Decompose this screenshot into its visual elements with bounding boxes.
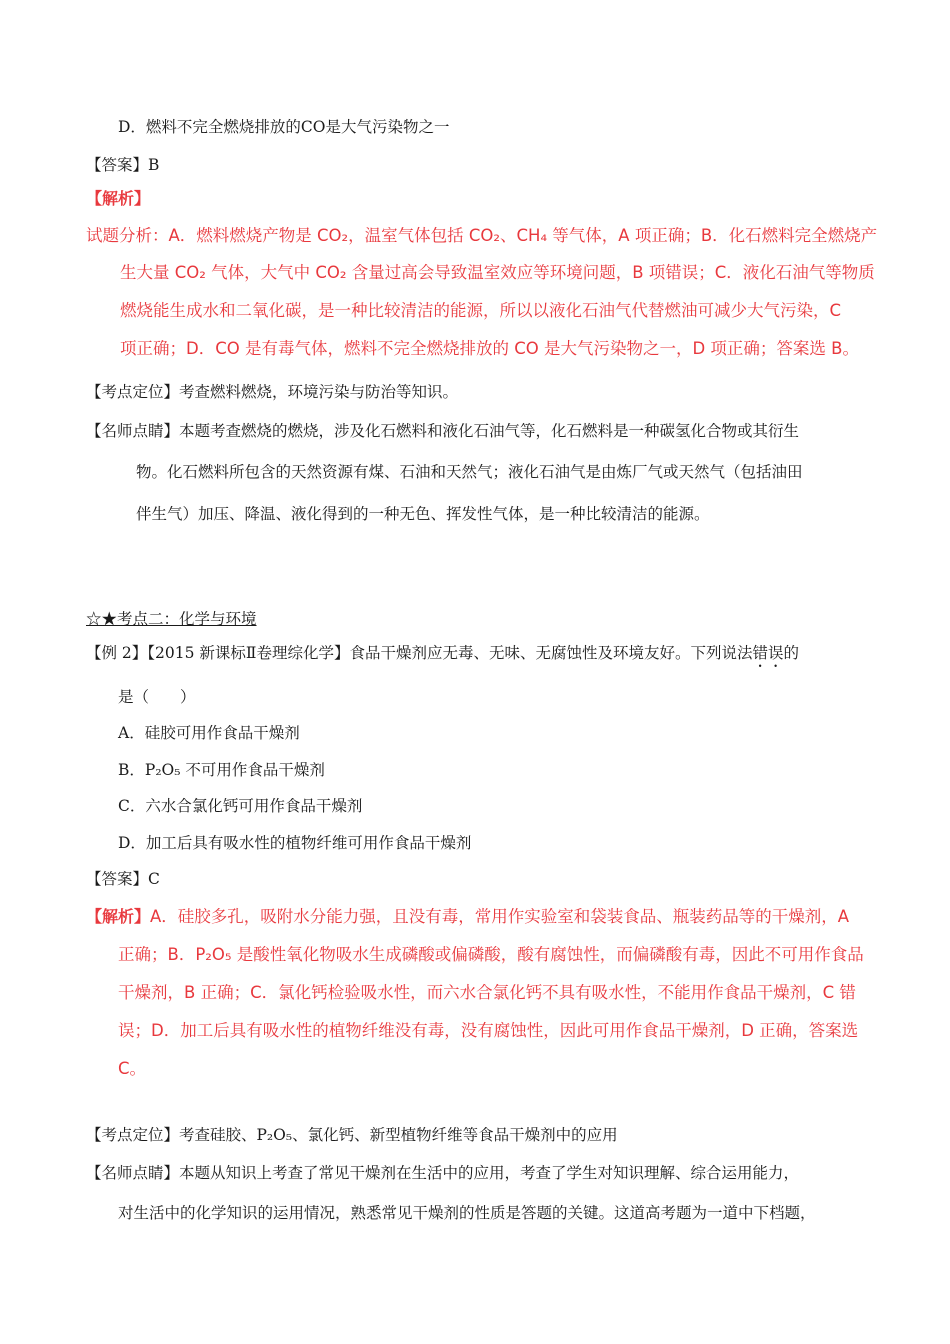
q1-analysis-line-4: 项正确；D．CO 是有毒气体，燃料不完全燃烧排放的 CO 是大气污染物之一，D 项正确；答案选 B。: [120, 339, 859, 358]
q2-analysis-line-1: [86, 906, 849, 928]
q1-mingshi-line-2: 物。化石燃料所包含的天然资源有煤、石油和天然气；液化石油气是由炼厂气或天然气（包括油田: [136, 463, 803, 481]
q1-analysis-line-3: 燃烧能生成水和二氧化碳，是一种比较清洁的能源，所以以液化石油气代替燃油可减少大气污染，C: [120, 301, 842, 320]
q2-analysis-first: A．硅胶多孔，吸附水分能力强，且没有毒，常用作实验室和袋装食品、瓶装药品等的干燥剂，A: [150, 907, 850, 926]
q2-analysis-label: 【解析】: [86, 907, 151, 926]
q2-option-d: D．加工后具有吸水性的植物纤维可用作食品干燥剂: [118, 834, 472, 852]
q2-analysis-line-2: 正确；B．P₂O₅ 是酸性氧化物吸水生成磷酸或偏磷酸，酸有腐蚀性，而偏磷酸有毒，因此不可用作食品: [118, 945, 864, 964]
q1-analysis-label: 【解析】: [86, 189, 151, 208]
q2-stem-pre: 【例 2】【2015 新课标Ⅱ卷理综化学】食品干燥剂应无毒、无味、无腐蚀性及环境友好。下列说法: [86, 644, 753, 662]
q1-analysis-line-2: 生大量 CO₂ 气体，大气中 CO₂ 含量过高会导致温室效应等环境问题，B 项错误；C．液化石油气等物质: [120, 263, 875, 282]
q2-analysis-line-3: 干燥剂，B 正确；C．氯化钙检验吸水性，而六水合氯化钙不具有吸水性，不能用作食品干燥剂，C 错: [118, 983, 856, 1002]
q2-option-a: A．硅胶可用作食品干燥剂: [118, 724, 300, 742]
q2-option-c: C．六水合氯化钙可用作食品干燥剂: [118, 797, 363, 815]
section-heading: ☆★考点二：化学与环境: [86, 610, 257, 628]
q1-mingshi-line-3: 伴生气）加压、降温、液化得到的一种无色、挥发性气体，是一种比较清洁的能源。: [136, 505, 710, 523]
q1-analysis-line-1: 试题分析：A．燃料燃烧产物是 CO₂，温室气体包括 CO₂、CH₄ 等气体，A 项正确；B．化石燃料完全燃烧产: [86, 226, 878, 245]
q2-answer: 【答案】C: [86, 870, 160, 888]
q2-analysis-line-4: 误；D．加工后具有吸水性的植物纤维没有毒，没有腐蚀性，因此可用作食品干燥剂，D 正确，答案选: [118, 1021, 859, 1040]
q1-mingshi-line-1: 【名师点睛】本题考查燃烧的燃烧，涉及化石燃料和液化石油气等，化石燃料是一种碳氢化合物或其衍生: [86, 422, 800, 440]
q2-mingshi-line-2: 对生活中的化学知识的运用情况，熟悉常见干燥剂的性质是答题的关键。这道高考题为一道中下档题，: [118, 1204, 816, 1222]
q2-kaodian: 【考点定位】考查硅胶、P₂O₅、氯化钙、新型植物纤维等食品干燥剂中的应用: [86, 1126, 618, 1144]
q2-option-b: B．P₂O₅ 不可用作食品干燥剂: [118, 761, 325, 779]
q2-analysis-line-5: C。: [118, 1059, 147, 1078]
q1-kaodian: 【考点定位】考查燃料燃烧，环境污染与防治等知识。: [86, 383, 459, 401]
q2-mingshi-line-1: 【名师点睛】本题从知识上考查了常见干燥剂在生活中的应用，考查了学生对知识理解、综合运用能力，: [86, 1164, 800, 1182]
q1-option-d: D．燃料不完全燃烧排放的CO是大气污染物之一: [118, 118, 450, 136]
q1-answer: 【答案】B: [86, 156, 160, 174]
q2-stem-emphasis: 错误: [752, 644, 784, 662]
q2-stem: [86, 642, 799, 671]
q2-stem-post: 的: [783, 644, 799, 662]
q2-stem-line-2: 是（ ）: [118, 688, 196, 706]
